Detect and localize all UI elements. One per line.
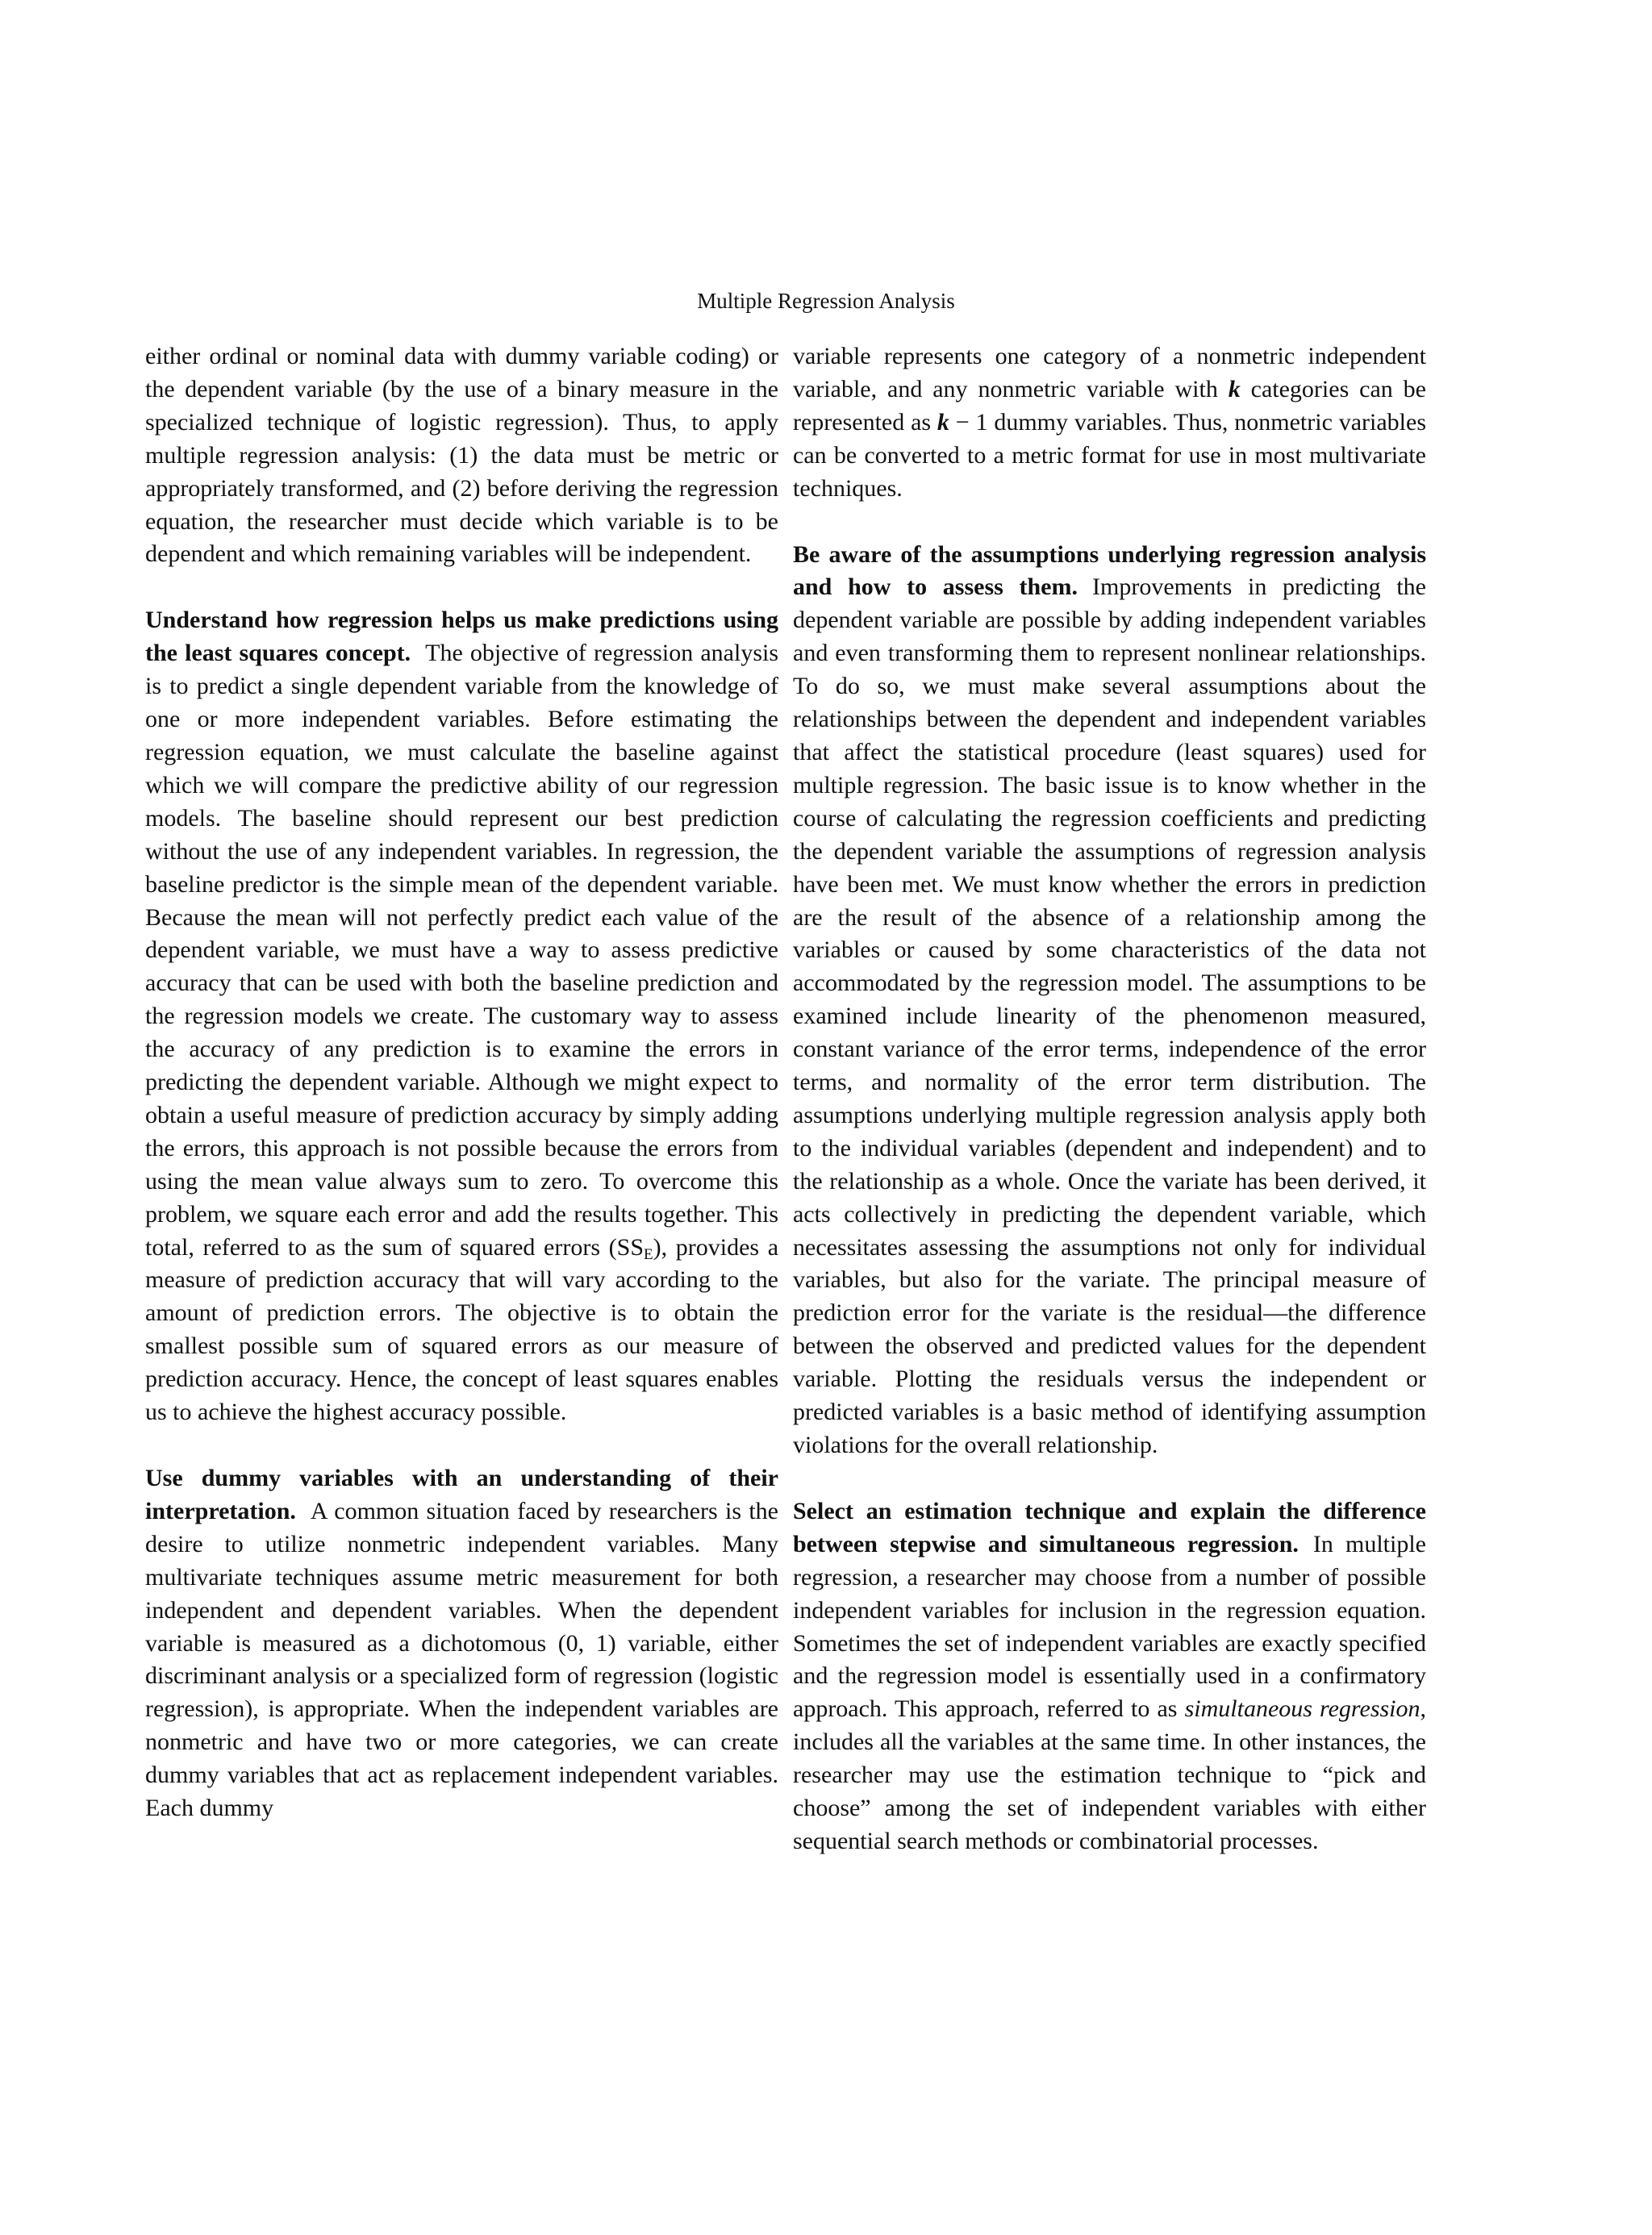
paragraph-text: Improvements in predicting the dependent variable are possible by adding independent variables and even transforming them to represent nonlinear relationships. To do so, we must make several assumptions about the relationships between the dependent and independent variables that affect the statistical procedure (least squares) used for multiple regression. The basic issue is to know whether in the course of calculating the regression coefficients and predicting the dependent variable the assumptions of regression analysis have been met. We must know whether the errors in prediction are the result of the absence of a relationship among the variables or caused by some characteristics of the data not accommodated by the regression model. The assumptions to be examined include linearity of the phenomenon measured, constant variance of the error terms, independence of the error terms, and normality of the error term distribution. The assumptions underlying multiple regression analysis apply both to the individual variables (dependent and independent) and to the relationship as a whole. Once the variate has been derived, it acts collectively in predicting the dependent variable, which necessitates assessing the assumptions not only for individual variables, but also for the variate. The principal measure of prediction error for the variate is the residual—the difference between the observed and predicted values for the dependent variable. Plotting the residuals versus the independent or predicted variables is a basic method of identifying assumption violations for the overall relationship. [793,573,1426,1458]
ss-symbol: SS [616,1233,645,1261]
section-heading: Be aware of the assumptions underlying regression analysis and how to assess them. [793,540,1426,601]
right-column [793,340,1426,1858]
section-heading: Select an estimation technique and explain the difference between stepwise and simultaneous regression. [793,1497,1426,1557]
emphasis-term: simultaneous regression [1184,1695,1420,1723]
paragraph-assumptions [793,539,1426,1462]
paragraph-text: , includes all the variables at the same time. In other instances, the researcher may use the estimation technique to “pick and choose” among the set of independent variables with either sequential search methods or combinatorial processes. [793,1695,1426,1854]
paragraph-least-squares [145,604,778,1429]
math-k: k [1228,375,1241,402]
paragraph-text: A common situation faced by researchers is the desire to utilize nonmetric independent variables. Many multivariate techniques assume metric measurement for both independent and dependent variables. When the dependent variable is measured as a dichotomous (0, 1) variable, either discriminant analysis or a specialized form of regression (logistic regression), is appropriate. When the independent variables are nonmetric and have two or more categories, we can create dummy variables that act as replacement independent variables. Each dummy [145,1497,778,1822]
paragraph-text: either ordinal or nominal data with dummy variable coding) or the dependent variable (by the use of a binary measure in the specialized technique of logistic regression). Thus, to apply multiple regression analysis: (1) the data must be metric or appropriately transformed, and (2) before deriving the regression equation, the researcher must decide which variable is to be dependent and which remaining variables will be independent. [145,343,778,568]
paragraph-text: In multiple regression, a researcher may choose from a number of possible independent variables for inclusion in the regression equation. Sometimes the set of independent variables are exactly specified and the regression model is essentially used in a confirmatory approach. This approach, referred to as [793,1530,1426,1723]
section-heading: Use dummy variables with an understanding of their interpretation. [145,1465,778,1524]
paragraph-data-requirements [145,340,778,571]
section-heading: Understand how regression helps us make predictions using the least squares concept. [145,607,778,667]
paragraph-text: categories can be represented as [793,375,1426,436]
paragraph-text: − 1 dummy variables. Thus, nonmetric variables can be converted to a metric format for use in most multivariate techniques. [793,408,1427,502]
paragraph-estimation [793,1495,1426,1858]
paragraph-text: variable represents one category of a nonmetric independent variable, and any nonmetric variable with [793,343,1426,402]
paragraph-dummy-continued [793,340,1426,506]
paragraph-text: ), provides a measure of prediction accuracy that will vary according to the amount of prediction errors. The objective is to obtain the smallest possible sum of squared errors as our measure of prediction accuracy. Hence, the concept of least squares enables us to achieve the highest accuracy possible. [145,1233,779,1426]
running-head: Multiple Regression Analysis [697,289,955,313]
paragraph-text: The objective of regression analysis is to predict a single dependent variable from the knowledge of one or more independent variables. Before estimating the regression equation, we must calculate the baseline against which we will compare the predictive ability of our regression models. The baseline should represent our best prediction without the use of any independent variables. In regression, the baseline predictor is the simple mean of the dependent variable. Because the mean will not perfectly predict each value of the dependent variable, we must have a way to assess predictive accuracy that can be used with both the baseline prediction and the regression models we create. The customary way to assess the accuracy of any prediction is to examine the errors in predicting the dependent variable. Although we might expect to obtain a useful measure of prediction accuracy by simply adding the errors, this approach is not possible because the errors from using the mean value always sum to zero. To overcome this problem, we square each error and add the results together. This total, referred to as the sum of squared errors ( [145,640,778,1261]
math-k: k [937,408,949,436]
paragraph-dummy-variables [145,1462,778,1825]
left-column [145,340,778,1825]
ss-subscript: E [644,1245,653,1263]
